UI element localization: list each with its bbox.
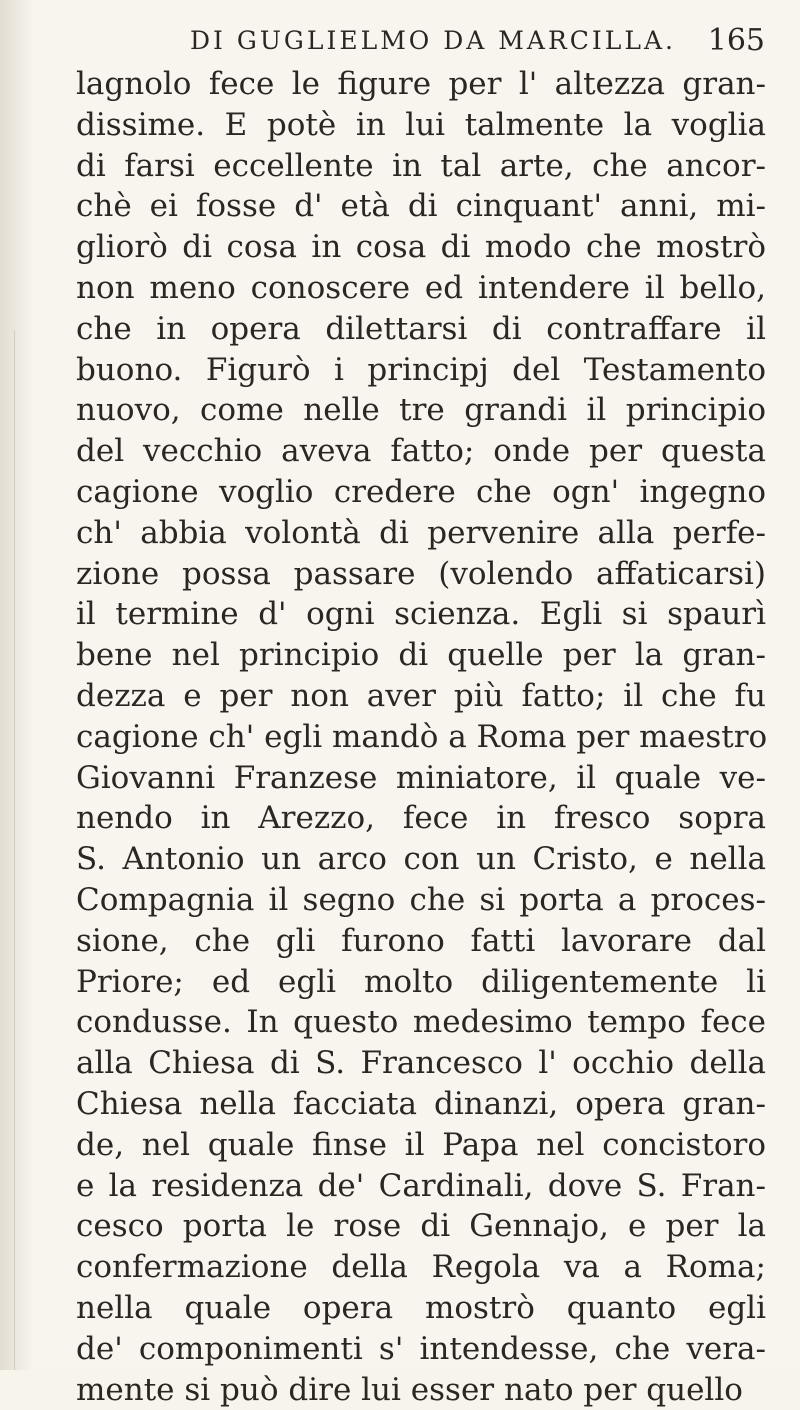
running-title: DI GUGLIELMO DA MARCILLA. — [190, 26, 676, 55]
text-line: alla Chiesa di S. Francesco l' occhio della — [76, 1043, 766, 1084]
running-header — [190, 20, 765, 60]
text-line: non meno conoscere ed intendere il bello, — [76, 268, 766, 309]
text-line: confermazione della Regola va a Roma; — [76, 1247, 766, 1288]
text-line: dissime. E potè in lui talmente la voglia — [76, 105, 766, 146]
text-line: buono. Figurò i principj del Testamento — [76, 350, 766, 391]
text-line: Priore; ed egli molto diligentemente li — [76, 962, 766, 1003]
text-line: dezza e per non aver più fatto; il che fu — [76, 676, 766, 717]
text-line: il termine d' ogni scienza. Egli si spaurì — [76, 594, 766, 635]
text-line: di farsi eccellente in tal arte, che ancor- — [76, 146, 766, 187]
text-line: bene nel principio di quelle per la gran- — [76, 635, 766, 676]
text-line: e la residenza de' Cardinali, dove S. Fran- — [76, 1166, 766, 1207]
text-line: de' componimenti s' intendesse, che vera- — [76, 1329, 766, 1370]
text-line: lagnolo fece le figure per l' altezza gran- — [76, 64, 766, 105]
text-line: nendo in Arezzo, fece in fresco sopra — [76, 798, 766, 839]
text-line: S. Antonio un arco con un Cristo, e nella — [76, 839, 766, 880]
text-line: cesco porta le rose di Gennajo, e per la — [76, 1206, 766, 1247]
text-line: de, nel quale finse il Papa nel concistoro — [76, 1125, 766, 1166]
page-number: 165 — [708, 23, 765, 58]
text-line: cagione ch' egli mandò a Roma per maestro — [76, 717, 766, 758]
text-line: cagione voglio credere che ogn' ingegno — [76, 472, 766, 513]
text-line: del vecchio aveva fatto; onde per questa — [76, 431, 766, 472]
text-line: nuovo, come nelle tre grandi il principio — [76, 390, 766, 431]
text-line: che in opera dilettarsi di contraffare il — [76, 309, 766, 350]
text-line: nella quale opera mostrò quanto egli — [76, 1288, 766, 1329]
text-line: ch' abbia volontà di pervenire alla perfe- — [76, 513, 766, 554]
text-line: chè ei fosse d' età di cinquant' anni, mi- — [76, 186, 766, 227]
text-line: condusse. In questo medesimo tempo fece — [76, 1002, 766, 1043]
text-line: Chiesa nella facciata dinanzi, opera gran- — [76, 1084, 766, 1125]
body-text — [76, 64, 766, 1410]
text-line: sione, che gli furono fatti lavorare dal — [76, 921, 766, 962]
text-line: gliorò di cosa in cosa di modo che mostrò — [76, 227, 766, 268]
text-line: mente si può dire lui esser nato per quello — [76, 1370, 766, 1410]
text-line: Giovanni Franzese miniatore, il quale ve- — [76, 758, 766, 799]
gutter-line — [14, 330, 15, 1370]
page-gutter-shadow — [0, 0, 34, 1370]
text-line: zione possa passare (volendo affaticarsi) — [76, 554, 766, 595]
text-line: Compagnia il segno che si porta a proces- — [76, 880, 766, 921]
